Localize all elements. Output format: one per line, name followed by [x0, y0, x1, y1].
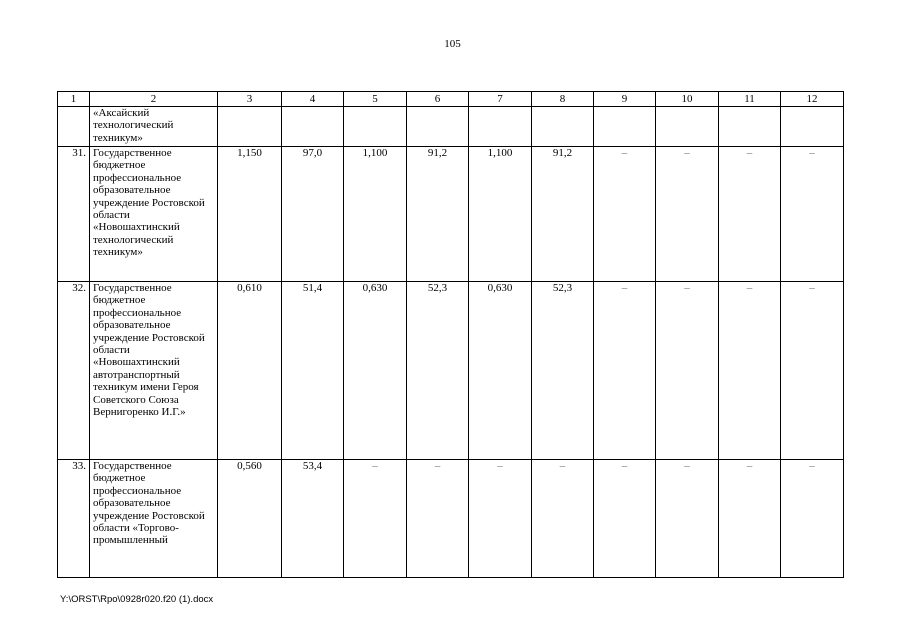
value-cell-col-5: [344, 107, 407, 147]
value-cell-col-3: 0,560: [218, 460, 282, 578]
value-cell-col-7: 1,100: [469, 147, 532, 282]
column-header-4: 4: [282, 92, 344, 107]
value-cell-col-12: –: [781, 460, 844, 578]
row-number: [58, 107, 90, 147]
value-cell-col-4: 97,0: [282, 147, 344, 282]
column-header-6: 6: [407, 92, 469, 107]
value-cell-col-3: 0,610: [218, 282, 282, 460]
column-header-9: 9: [594, 92, 656, 107]
value-cell-col-10: –: [656, 282, 719, 460]
value-cell-col-8: [532, 107, 594, 147]
header-row: [58, 92, 844, 107]
column-header-10: 10: [656, 92, 719, 107]
value-cell-col-6: 52,3: [407, 282, 469, 460]
value-cell-col-3: [218, 107, 282, 147]
value-cell-col-12: –: [781, 147, 844, 282]
value-cell-col-7: –: [469, 460, 532, 578]
value-cell-col-11: –: [719, 147, 781, 282]
institution-name: Государственное бюджетное профессиональное образовательное учреждение Ростовской области «Новошахтинский автотранспортный техникум имени Героя Советского Союза Вернигоренко И.Г.»: [90, 282, 218, 460]
table-row: [58, 282, 844, 460]
value-cell-col-8: –: [532, 460, 594, 578]
value-cell-col-6: 91,2: [407, 147, 469, 282]
page-number: 105: [444, 38, 461, 50]
column-header-1: 1: [58, 92, 90, 107]
row-number: 32.: [58, 282, 90, 460]
value-cell-col-3: 1,150: [218, 147, 282, 282]
value-cell-col-9: [594, 107, 656, 147]
column-header-8: 8: [532, 92, 594, 107]
value-cell-col-4: 53,4: [282, 460, 344, 578]
value-cell-col-6: –: [407, 460, 469, 578]
table-row: [58, 107, 844, 147]
column-header-3: 3: [218, 92, 282, 107]
value-cell-col-7: [469, 107, 532, 147]
value-cell-col-12: –: [781, 282, 844, 460]
value-cell-col-7: 0,630: [469, 282, 532, 460]
column-header-11: 11: [719, 92, 781, 107]
institution-name: Государственное бюджетное профессиональное образовательное учреждение Ростовской области «Новошахтинский технологический техникум»: [90, 147, 218, 282]
value-cell-col-5: 1,100: [344, 147, 407, 282]
value-cell-col-5: –: [344, 460, 407, 578]
value-cell-col-5: 0,630: [344, 282, 407, 460]
footer-file-path: Y:\ORST\Rpo\0928r020.f20 (1).docx: [60, 594, 214, 605]
value-cell-col-11: [719, 107, 781, 147]
table-row: [58, 460, 844, 578]
value-cell-col-4: [282, 107, 344, 147]
row-number: 33.: [58, 460, 90, 578]
value-cell-col-4: 51,4: [282, 282, 344, 460]
institution-name: «Аксайский технологический техникум»: [90, 107, 218, 147]
value-cell-col-10: [656, 107, 719, 147]
value-cell-col-10: –: [656, 147, 719, 282]
value-cell-col-10: –: [656, 460, 719, 578]
value-cell-col-11: –: [719, 282, 781, 460]
value-cell-col-8: 91,2: [532, 147, 594, 282]
column-header-7: 7: [469, 92, 532, 107]
value-cell-col-12: [781, 107, 844, 147]
value-cell-col-11: –: [719, 460, 781, 578]
value-cell-col-8: 52,3: [532, 282, 594, 460]
row-number: 31.: [58, 147, 90, 282]
value-cell-col-6: [407, 107, 469, 147]
table-body: [58, 107, 844, 578]
data-table: [57, 91, 844, 578]
table-row: [58, 147, 844, 282]
column-header-5: 5: [344, 92, 407, 107]
institution-name: Государственное бюджетное профессиональное образовательное учреждение Ростовской области «Торгово-промышленный: [90, 460, 218, 578]
value-cell-col-9: –: [594, 460, 656, 578]
column-header-12: 12: [781, 92, 844, 107]
column-header-2: 2: [90, 92, 218, 107]
value-cell-col-9: –: [594, 147, 656, 282]
value-cell-col-9: –: [594, 282, 656, 460]
